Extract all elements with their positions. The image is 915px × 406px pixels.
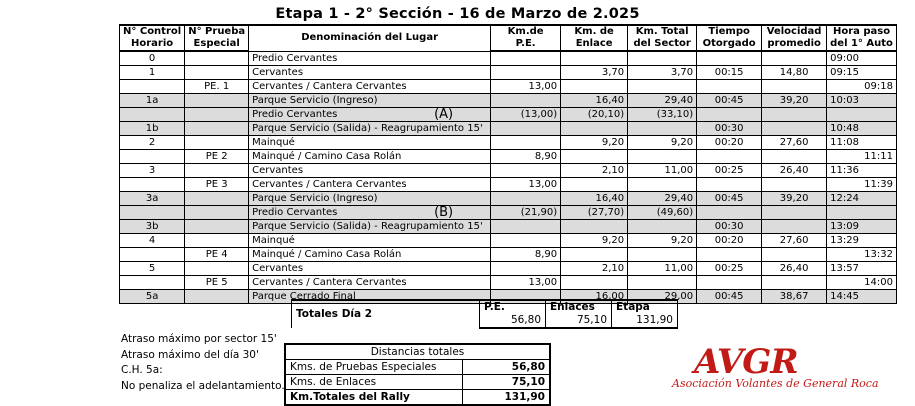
cell-velocidad bbox=[762, 108, 827, 122]
cell-name bbox=[249, 150, 491, 164]
distancia-value: 56,80 bbox=[463, 360, 551, 375]
note-line-4: No penaliza el adelantamiento. bbox=[121, 379, 285, 392]
totales-label: Totales Día 2 bbox=[292, 300, 480, 328]
cell-velocidad bbox=[762, 178, 827, 192]
cell-ctrl: 1b bbox=[120, 122, 185, 136]
table-row bbox=[120, 108, 897, 122]
cell-hora: 13:29 bbox=[827, 234, 897, 248]
list-item bbox=[285, 360, 550, 375]
table-row bbox=[120, 262, 897, 276]
totales-enlaces-value: 75,10 bbox=[546, 314, 612, 328]
cell-name bbox=[249, 136, 491, 150]
cell-hora: 14:45 bbox=[827, 290, 897, 304]
cell-ctrl bbox=[120, 248, 185, 262]
cell-kmenlace: (27,70) bbox=[561, 206, 628, 220]
cell-pe bbox=[185, 206, 249, 220]
cell-tiempo: 00:25 bbox=[697, 262, 762, 276]
cell-kmenlace bbox=[561, 51, 628, 66]
cell-kmtotal: 9,20 bbox=[628, 136, 697, 150]
cell-kmtotal: 11,00 bbox=[628, 262, 697, 276]
header-hora-paso: Hora paso bbox=[827, 25, 897, 38]
location-label: Predio Cervantes bbox=[252, 207, 338, 218]
cell-kmtotal: 29,40 bbox=[628, 94, 697, 108]
cell-kmenlace: 16,00 bbox=[561, 290, 628, 304]
header-velocidad-2: promedio bbox=[762, 38, 827, 51]
cell-tiempo: 00:45 bbox=[697, 192, 762, 206]
cell-kmpe bbox=[491, 136, 561, 150]
cell-tiempo: 00:20 bbox=[697, 136, 762, 150]
header-tiempo-otorgado-2: Otorgado bbox=[697, 38, 762, 51]
cell-velocidad bbox=[762, 51, 827, 66]
cell-ctrl bbox=[120, 206, 185, 220]
cell-ctrl: 0 bbox=[120, 51, 185, 66]
header-km-pe: Km.de bbox=[491, 25, 561, 38]
cell-tiempo bbox=[697, 206, 762, 220]
table-row bbox=[120, 234, 897, 248]
cell-kmtotal: 29,40 bbox=[628, 192, 697, 206]
avgr-logo-subtitle: Asociación Volantes de General Roca bbox=[672, 377, 879, 390]
header-prueba-especial: N° Prueba bbox=[185, 25, 249, 38]
cell-kmenlace: 2,10 bbox=[561, 164, 628, 178]
cell-name bbox=[249, 192, 491, 206]
cell-pe bbox=[185, 136, 249, 150]
note-line-3: C.H. 5a: bbox=[121, 364, 163, 376]
totales-enlaces-header: Enlaces bbox=[546, 300, 612, 314]
cell-name bbox=[249, 206, 491, 220]
cell-ctrl: 4 bbox=[120, 234, 185, 248]
cell-hora: 13:09 bbox=[827, 220, 897, 234]
cell-pe: PE. 1 bbox=[185, 80, 249, 94]
location-label: Cervantes / Cantera Cervantes bbox=[252, 81, 407, 92]
totales-etapa-value: 131,90 bbox=[612, 314, 678, 328]
cell-kmtotal: 3,70 bbox=[628, 66, 697, 80]
cell-kmenlace bbox=[561, 276, 628, 290]
cell-hora bbox=[827, 206, 897, 220]
cell-tiempo bbox=[697, 150, 762, 164]
cell-tiempo: 00:30 bbox=[697, 220, 762, 234]
cell-tiempo: 00:45 bbox=[697, 94, 762, 108]
cell-pe bbox=[185, 164, 249, 178]
cell-pe bbox=[185, 108, 249, 122]
cell-pe bbox=[185, 192, 249, 206]
cell-pe bbox=[185, 220, 249, 234]
cell-pe bbox=[185, 94, 249, 108]
table-row bbox=[120, 248, 897, 262]
distancia-value: 131,90 bbox=[463, 390, 551, 406]
cell-kmenlace: 9,20 bbox=[561, 136, 628, 150]
header-hora-paso-2: del 1° Auto bbox=[827, 38, 897, 51]
cell-ctrl: 2 bbox=[120, 136, 185, 150]
cell-pe: PE 5 bbox=[185, 276, 249, 290]
cell-name bbox=[249, 80, 491, 94]
cell-velocidad: 39,20 bbox=[762, 192, 827, 206]
location-label: Parque Cerrado Final bbox=[252, 291, 356, 302]
list-item bbox=[285, 375, 550, 390]
header-km-pe-2: P.E. bbox=[491, 38, 561, 51]
totales-etapa-header: Etapa bbox=[612, 300, 678, 314]
cell-kmtotal: (49,60) bbox=[628, 206, 697, 220]
distancias-totales-table bbox=[284, 343, 551, 406]
header-denominacion: Denominación del Lugar bbox=[249, 25, 491, 51]
header-velocidad: Velocidad bbox=[762, 25, 827, 38]
cell-name bbox=[249, 108, 491, 122]
table-row bbox=[120, 192, 897, 206]
cell-kmpe: 8,90 bbox=[491, 248, 561, 262]
cell-tiempo bbox=[697, 108, 762, 122]
cell-kmenlace: 16,40 bbox=[561, 192, 628, 206]
distancia-value: 75,10 bbox=[463, 375, 551, 390]
cell-velocidad: 27,60 bbox=[762, 234, 827, 248]
location-label: Cervantes / Cantera Cervantes bbox=[252, 179, 407, 190]
cell-hora bbox=[827, 108, 897, 122]
location-label: Parque Servicio (Ingreso) bbox=[252, 193, 378, 204]
location-label: Mainqué / Camino Casa Rolán bbox=[252, 249, 402, 260]
cell-pe: PE 3 bbox=[185, 178, 249, 192]
cell-name bbox=[249, 234, 491, 248]
table-row bbox=[120, 206, 897, 220]
cell-ctrl bbox=[120, 108, 185, 122]
cell-hora: 13:57 bbox=[827, 262, 897, 276]
cell-kmenlace: 16,40 bbox=[561, 94, 628, 108]
location-label: Mainqué / Camino Casa Rolán bbox=[252, 151, 402, 162]
cell-kmtotal bbox=[628, 276, 697, 290]
cell-kmenlace bbox=[561, 122, 628, 136]
cell-hora: 11:36 bbox=[827, 164, 897, 178]
header-km-enlace: Km. de bbox=[561, 25, 628, 38]
section-marker: (B) bbox=[434, 205, 454, 220]
header-km-total-sector: Km. Total bbox=[628, 25, 697, 38]
cell-velocidad bbox=[762, 122, 827, 136]
cell-ctrl: 3a bbox=[120, 192, 185, 206]
cell-ctrl: 1a bbox=[120, 94, 185, 108]
cell-tiempo bbox=[697, 80, 762, 94]
cell-velocidad: 38,67 bbox=[762, 290, 827, 304]
cell-kmpe: (21,90) bbox=[491, 206, 561, 220]
section-marker: (A) bbox=[434, 107, 454, 122]
cell-kmtotal: (33,10) bbox=[628, 108, 697, 122]
cell-kmtotal bbox=[628, 122, 697, 136]
cell-kmenlace bbox=[561, 80, 628, 94]
avgr-logo-mark: AVGR bbox=[694, 342, 798, 382]
avgr-logo bbox=[672, 342, 912, 403]
location-label: Cervantes bbox=[252, 67, 304, 78]
cell-velocidad bbox=[762, 206, 827, 220]
cell-ctrl bbox=[120, 150, 185, 164]
cell-velocidad bbox=[762, 80, 827, 94]
cell-kmpe: 13,00 bbox=[491, 80, 561, 94]
cell-ctrl bbox=[120, 80, 185, 94]
cell-pe bbox=[185, 290, 249, 304]
cell-hora: 10:48 bbox=[827, 122, 897, 136]
cell-name bbox=[249, 248, 491, 262]
cell-ctrl: 5 bbox=[120, 262, 185, 276]
cell-pe bbox=[185, 51, 249, 66]
table-row bbox=[120, 80, 897, 94]
cell-velocidad bbox=[762, 276, 827, 290]
location-label: Mainqué bbox=[252, 137, 295, 148]
page-title: Etapa 1 - 2° Sección - 16 de Marzo de 2.025 bbox=[275, 6, 640, 22]
itinerary-rows bbox=[120, 51, 897, 304]
location-label: Cervantes bbox=[252, 263, 304, 274]
header-control-horario-2: Horario bbox=[120, 38, 185, 51]
cell-name bbox=[249, 51, 491, 66]
cell-name bbox=[249, 66, 491, 80]
itinerary-table bbox=[119, 24, 897, 304]
table-row bbox=[120, 66, 897, 80]
cell-kmtotal bbox=[628, 178, 697, 192]
cell-kmenlace bbox=[561, 220, 628, 234]
cell-pe bbox=[185, 66, 249, 80]
header-control-horario: N° Control bbox=[120, 25, 185, 38]
cell-kmpe bbox=[491, 51, 561, 66]
cell-name bbox=[249, 178, 491, 192]
cell-hora: 11:39 bbox=[827, 178, 897, 192]
cell-kmpe bbox=[491, 192, 561, 206]
cell-velocidad bbox=[762, 150, 827, 164]
location-label: Parque Servicio (Ingreso) bbox=[252, 95, 378, 106]
distancias-rows bbox=[285, 360, 550, 406]
cell-kmtotal: 29,00 bbox=[628, 290, 697, 304]
location-label: Cervantes bbox=[252, 165, 304, 176]
table-row bbox=[120, 178, 897, 192]
cell-hora: 10:03 bbox=[827, 94, 897, 108]
cell-tiempo: 00:25 bbox=[697, 164, 762, 178]
table-row bbox=[120, 164, 897, 178]
cell-kmenlace bbox=[561, 178, 628, 192]
cell-hora: 12:24 bbox=[827, 192, 897, 206]
cell-kmenlace: 9,20 bbox=[561, 234, 628, 248]
cell-hora: 09:00 bbox=[827, 51, 897, 66]
cell-ctrl: 5a bbox=[120, 290, 185, 304]
table-row bbox=[120, 276, 897, 290]
cell-hora: 13:32 bbox=[827, 248, 897, 262]
cell-kmtotal: 11,00 bbox=[628, 164, 697, 178]
cell-name bbox=[249, 276, 491, 290]
cell-pe: PE 4 bbox=[185, 248, 249, 262]
header-prueba-especial-2: Especial bbox=[185, 38, 249, 51]
cell-kmenlace: 2,10 bbox=[561, 262, 628, 276]
cell-kmtotal: 9,20 bbox=[628, 234, 697, 248]
table-row bbox=[120, 150, 897, 164]
cell-velocidad bbox=[762, 248, 827, 262]
cell-kmtotal bbox=[628, 248, 697, 262]
table-row bbox=[120, 51, 897, 66]
cell-hora: 14:00 bbox=[827, 276, 897, 290]
location-label: Predio Cervantes bbox=[252, 52, 338, 64]
header-tiempo-otorgado: Tiempo bbox=[697, 25, 762, 38]
cell-name bbox=[249, 122, 491, 136]
header-km-enlace-2: Enlace bbox=[561, 38, 628, 51]
distancias-title: Distancias totales bbox=[285, 344, 550, 360]
notes-block bbox=[121, 332, 285, 394]
list-item bbox=[285, 390, 550, 406]
note-line-1: Atraso máximo por sector 15' bbox=[121, 333, 277, 345]
note-line-2: Atraso máximo del día 30' bbox=[121, 348, 259, 361]
cell-velocidad bbox=[762, 220, 827, 234]
cell-kmpe: 8,90 bbox=[491, 150, 561, 164]
table-row bbox=[120, 94, 897, 108]
cell-kmenlace bbox=[561, 248, 628, 262]
cell-name bbox=[249, 164, 491, 178]
cell-ctrl bbox=[120, 178, 185, 192]
cell-kmpe bbox=[491, 234, 561, 248]
cell-hora: 11:11 bbox=[827, 150, 897, 164]
table-row bbox=[120, 136, 897, 150]
totales-dia-table bbox=[291, 299, 678, 329]
cell-velocidad: 26,40 bbox=[762, 262, 827, 276]
cell-tiempo: 00:45 bbox=[697, 290, 762, 304]
cell-tiempo: 00:20 bbox=[697, 234, 762, 248]
location-label: Parque Servicio (Salida) - Reagrupamiento 15' bbox=[252, 123, 483, 134]
cell-velocidad: 27,60 bbox=[762, 136, 827, 150]
cell-kmpe: 13,00 bbox=[491, 276, 561, 290]
cell-tiempo bbox=[697, 248, 762, 262]
cell-pe bbox=[185, 122, 249, 136]
distancia-label: Kms. de Enlaces bbox=[285, 375, 463, 390]
cell-tiempo: 00:15 bbox=[697, 66, 762, 80]
cell-ctrl: 3b bbox=[120, 220, 185, 234]
cell-kmtotal bbox=[628, 220, 697, 234]
cell-velocidad: 14,80 bbox=[762, 66, 827, 80]
header-km-total-sector-2: del Sector bbox=[628, 38, 697, 51]
cell-tiempo bbox=[697, 276, 762, 290]
table-row bbox=[120, 122, 897, 136]
location-label: Cervantes / Cantera Cervantes bbox=[252, 277, 407, 288]
cell-kmpe bbox=[491, 262, 561, 276]
cell-kmenlace: 3,70 bbox=[561, 66, 628, 80]
cell-ctrl: 1 bbox=[120, 66, 185, 80]
cell-name bbox=[249, 94, 491, 108]
cell-kmpe bbox=[491, 94, 561, 108]
cell-tiempo bbox=[697, 51, 762, 66]
table-row bbox=[120, 220, 897, 234]
cell-name bbox=[249, 220, 491, 234]
cell-kmpe bbox=[491, 220, 561, 234]
location-label: Mainqué bbox=[252, 235, 295, 246]
cell-kmtotal bbox=[628, 80, 697, 94]
cell-kmpe bbox=[491, 66, 561, 80]
table-header bbox=[120, 25, 897, 51]
totales-pe-header: P.E. bbox=[480, 300, 546, 314]
cell-kmpe bbox=[491, 122, 561, 136]
cell-kmenlace bbox=[561, 150, 628, 164]
cell-pe bbox=[185, 262, 249, 276]
location-label: Parque Servicio (Salida) - Reagrupamiento 15' bbox=[252, 221, 483, 232]
location-label: Predio Cervantes bbox=[252, 109, 338, 120]
cell-kmpe bbox=[491, 164, 561, 178]
cell-pe bbox=[185, 234, 249, 248]
cell-ctrl bbox=[120, 276, 185, 290]
cell-ctrl: 3 bbox=[120, 164, 185, 178]
distancia-label: Km.Totales del Rally bbox=[285, 390, 463, 406]
cell-velocidad: 26,40 bbox=[762, 164, 827, 178]
cell-pe: PE 2 bbox=[185, 150, 249, 164]
cell-kmtotal bbox=[628, 150, 697, 164]
cell-name bbox=[249, 262, 491, 276]
cell-kmpe: (13,00) bbox=[491, 108, 561, 122]
distancia-label: Kms. de Pruebas Especiales bbox=[285, 360, 463, 375]
cell-kmtotal bbox=[628, 51, 697, 66]
cell-hora: 11:08 bbox=[827, 136, 897, 150]
cell-hora: 09:18 bbox=[827, 80, 897, 94]
cell-tiempo bbox=[697, 178, 762, 192]
totales-pe-value: 56,80 bbox=[480, 314, 546, 328]
cell-hora: 09:15 bbox=[827, 66, 897, 80]
cell-kmpe: 13,00 bbox=[491, 178, 561, 192]
cell-tiempo: 00:30 bbox=[697, 122, 762, 136]
cell-velocidad: 39,20 bbox=[762, 94, 827, 108]
cell-kmenlace: (20,10) bbox=[561, 108, 628, 122]
